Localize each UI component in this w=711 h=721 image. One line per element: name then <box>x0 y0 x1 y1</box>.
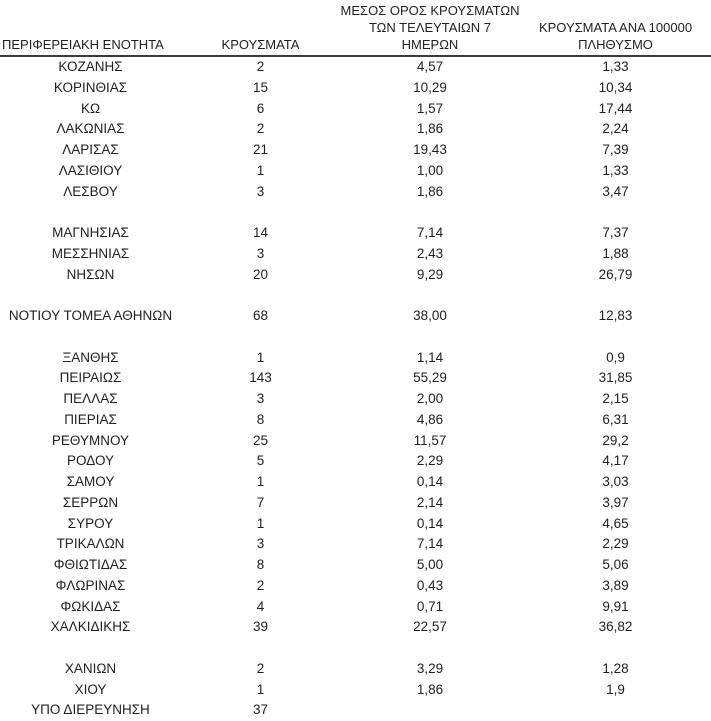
region-cell: ΠΕΛΛΑΣ <box>63 391 118 406</box>
avg7-cell: 1,00 <box>416 162 444 178</box>
cases-cell: 37 <box>252 702 269 718</box>
avg7-cell: 5,00 <box>416 557 444 572</box>
cases-cell: 7 <box>256 494 265 510</box>
region-cell: ΧΑΛΚΙΔΙΚΗΣ <box>50 619 131 635</box>
header-line: ΤΩΝ ΤΕΛΕΥΤΑΙΩΝ 7 <box>368 20 492 35</box>
header-line: ΠΛΗΘΥΣΜΟ <box>578 37 653 52</box>
table-row <box>0 56 711 78</box>
cases-cell: 2 <box>256 121 265 137</box>
table-row <box>0 265 711 286</box>
avg7-cell: 19,43 <box>413 142 447 157</box>
region-cell: ΦΩΚΙΔΑΣ <box>60 598 121 614</box>
region-cell: ΛΑΡΙΣΑΣ <box>62 142 119 157</box>
avg7-cell: 4,86 <box>416 411 444 427</box>
cases-cell: 3 <box>256 183 265 199</box>
avg7-cell: 1,57 <box>416 100 444 116</box>
cases-cell: 8 <box>256 411 265 427</box>
per100k-cell: 6,31 <box>602 411 629 427</box>
region-cell: ΤΡΙΚΑΛΩΝ <box>56 536 125 552</box>
per100k-cell: 1,88 <box>602 245 629 261</box>
per100k-cell: 5,06 <box>602 557 629 572</box>
per100k-cell: 36,82 <box>598 619 633 635</box>
header-line: ΚΡΟΥΣΜΑΤΑ ΑΝΑ 100000 <box>538 20 693 35</box>
header-line: ΚΡΟΥΣΜΑΤΑ <box>221 37 300 52</box>
table-row <box>0 140 711 161</box>
avg7-cell: 3,29 <box>416 660 444 676</box>
table-row <box>0 700 711 721</box>
avg7-cell: 9,29 <box>416 266 444 282</box>
table-row <box>0 617 711 638</box>
header-region <box>0 0 181 56</box>
per100k-cell: 4,17 <box>602 453 629 469</box>
cases-cell: 4 <box>256 598 265 614</box>
avg7-cell: 1,14 <box>416 349 444 365</box>
avg7-cell: 1,86 <box>416 121 444 137</box>
cases-cell: 1 <box>256 681 265 697</box>
avg7-cell: 7,14 <box>416 225 444 240</box>
region-cell: ΞΑΝΘΗΣ <box>62 349 119 365</box>
per100k-cell: 3,03 <box>602 474 629 489</box>
table-header <box>0 0 711 56</box>
region-cell: ΜΕΣΣΗΝΙΑΣ <box>51 245 130 261</box>
cases-cell: 6 <box>256 100 265 116</box>
per100k-cell: 7,37 <box>602 225 629 240</box>
spacer-row <box>0 327 711 348</box>
per100k-cell: 17,44 <box>598 100 633 116</box>
per100k-cell: 3,97 <box>602 494 629 510</box>
spacer-cell <box>0 327 711 348</box>
avg7-cell: 0,14 <box>416 515 444 531</box>
region-cell: ΡΟΔΟΥ <box>66 453 115 469</box>
region-cell: ΣΥΡΟΥ <box>67 515 114 531</box>
avg7-cell: 7,14 <box>416 536 444 552</box>
table-row <box>0 659 711 680</box>
per100k-cell: 2,15 <box>602 391 629 406</box>
table-row <box>0 368 711 389</box>
per100k-cell: 0,9 <box>606 349 625 365</box>
spacer-cell <box>0 285 711 306</box>
per100k-cell: 12,83 <box>598 308 633 323</box>
table-row <box>0 410 711 431</box>
region-cell: ΚΟΡΙΝΘΙΑΣ <box>53 79 128 95</box>
cases-cell: 5 <box>256 453 265 469</box>
cases-cell: 3 <box>256 391 265 406</box>
per100k-cell: 29,2 <box>602 432 629 448</box>
region-cell: ΚΟΖΑΝΗΣ <box>58 59 123 74</box>
per100k-cell: 4,65 <box>602 515 629 531</box>
per100k-cell: 2,29 <box>602 536 629 552</box>
avg7-cell: 2,43 <box>416 245 444 261</box>
cases-cell: 2 <box>256 59 265 74</box>
table-row <box>0 680 711 701</box>
avg7-cell: 1,86 <box>416 183 444 199</box>
table-row <box>0 99 711 120</box>
per100k-cell: 1,9 <box>606 681 625 697</box>
cases-cell: 14 <box>252 225 269 240</box>
avg7-cell: 4,57 <box>416 59 444 74</box>
avg7-cell: 0,43 <box>416 577 444 593</box>
region-cell: ΛΑΚΩΝΙΑΣ <box>56 121 125 137</box>
cases-cell: 2 <box>256 660 265 676</box>
spacer-row <box>0 285 711 306</box>
header-cases <box>181 0 340 56</box>
cases-cell: 1 <box>256 474 265 489</box>
table-row <box>0 244 711 265</box>
table-row <box>0 576 711 597</box>
cases-cell: 39 <box>252 619 269 635</box>
region-cell: ΜΑΓΝΗΣΙΑΣ <box>52 225 129 240</box>
per100k-cell: 31,85 <box>598 370 633 386</box>
cases-cell: 15 <box>252 79 269 95</box>
region-cell: ΠΙΕΡΙΑΣ <box>64 411 117 427</box>
spacer-cell <box>0 638 711 659</box>
region-cell: ΠΕΙΡΑΙΩΣ <box>59 370 122 386</box>
cases-cell: 1 <box>256 162 265 178</box>
cases-cell: 25 <box>252 432 269 448</box>
region-cell: ΣΑΜΟΥ <box>66 474 115 489</box>
region-cell: ΣΕΡΡΩΝ <box>62 494 119 510</box>
table-row <box>0 493 711 514</box>
avg7-cell: 2,00 <box>416 391 444 406</box>
cases-cell: 1 <box>256 515 265 531</box>
header-avg7days <box>340 0 520 56</box>
avg7-cell: 22,57 <box>413 619 447 635</box>
per100k-cell: 3,47 <box>602 183 629 199</box>
table-row <box>0 161 711 182</box>
per100k-cell: 1,33 <box>602 59 629 74</box>
table-row <box>0 597 711 618</box>
table-row <box>0 306 711 327</box>
table-row <box>0 431 711 452</box>
per100k-cell <box>520 700 711 721</box>
table-row <box>0 78 711 99</box>
table-row <box>0 223 711 244</box>
table-row <box>0 389 711 410</box>
header-per100k <box>520 0 711 56</box>
avg7-cell: 1,86 <box>416 681 444 697</box>
table-body <box>0 56 711 721</box>
cases-cell: 68 <box>252 308 269 323</box>
table-row <box>0 182 711 203</box>
per100k-cell: 26,79 <box>598 266 633 282</box>
spacer-row <box>0 202 711 223</box>
spacer-cell <box>0 202 711 223</box>
per100k-cell: 2,24 <box>602 121 629 137</box>
table-row <box>0 534 711 555</box>
avg7-cell: 0,71 <box>416 598 444 614</box>
table-row <box>0 119 711 140</box>
per100k-cell: 10,34 <box>598 79 633 95</box>
cases-cell: 20 <box>252 266 269 282</box>
region-cell: ΦΛΩΡΙΝΑΣ <box>55 577 126 593</box>
table-row <box>0 472 711 493</box>
avg7-cell: 0,14 <box>416 474 444 489</box>
cases-cell: 2 <box>256 577 265 593</box>
avg7-cell: 11,57 <box>413 432 447 448</box>
region-cell: ΚΩ <box>80 100 101 116</box>
avg7-cell: 2,14 <box>416 494 444 510</box>
header-line: ΠΕΡΙΦΕΡΕΙΑΚΗ ΕΝΟΤΗΤΑ <box>2 37 164 52</box>
region-cell: ΧΑΝΙΩΝ <box>64 660 117 676</box>
region-cell: ΥΠΟ ΔΙΕΡΕΥΝΗΣΗ <box>31 702 150 718</box>
table-row <box>0 348 711 369</box>
per100k-cell: 7,39 <box>602 142 629 157</box>
table-row <box>0 514 711 535</box>
cases-cell: 21 <box>252 142 269 157</box>
avg7-cell: 10,29 <box>413 79 447 95</box>
region-cell: ΡΕΘΥΜΝΟΥ <box>51 432 130 448</box>
header-row <box>0 0 711 56</box>
cases-cell: 143 <box>249 370 272 386</box>
per100k-cell: 3,89 <box>602 577 629 593</box>
avg7-cell <box>340 700 520 721</box>
avg7-cell: 55,29 <box>413 370 447 386</box>
cases-cell: 3 <box>256 536 265 552</box>
table-row <box>0 555 711 576</box>
region-cell: ΛΑΣΙΘΙΟΥ <box>58 162 123 178</box>
region-cell: ΧΙΟΥ <box>74 681 107 697</box>
table-row <box>0 451 711 472</box>
cases-cell: 8 <box>256 557 265 572</box>
cases-cell: 3 <box>256 245 265 261</box>
region-cell: ΝΟΤΙΟΥ ΤΟΜΕΑ ΑΘΗΝΩΝ <box>8 308 173 323</box>
per100k-cell: 1,33 <box>602 162 629 178</box>
cases-cell: 1 <box>256 349 265 365</box>
region-cell: ΝΗΣΩΝ <box>66 266 115 282</box>
region-cell: ΦΘΙΩΤΙΔΑΣ <box>53 557 128 572</box>
per100k-cell: 9,91 <box>602 598 629 614</box>
spacer-row <box>0 638 711 659</box>
per100k-cell: 1,28 <box>602 660 629 676</box>
avg7-cell: 2,29 <box>416 453 444 469</box>
header-line: ΜΕΣΟΣ ΟΡΟΣ ΚΡΟΥΣΜΑΤΩΝ <box>340 3 520 18</box>
header-line: ΗΜΕΡΩΝ <box>401 37 459 52</box>
avg7-cell: 38,00 <box>413 308 447 323</box>
region-cell: ΛΕΣΒΟΥ <box>63 183 118 199</box>
